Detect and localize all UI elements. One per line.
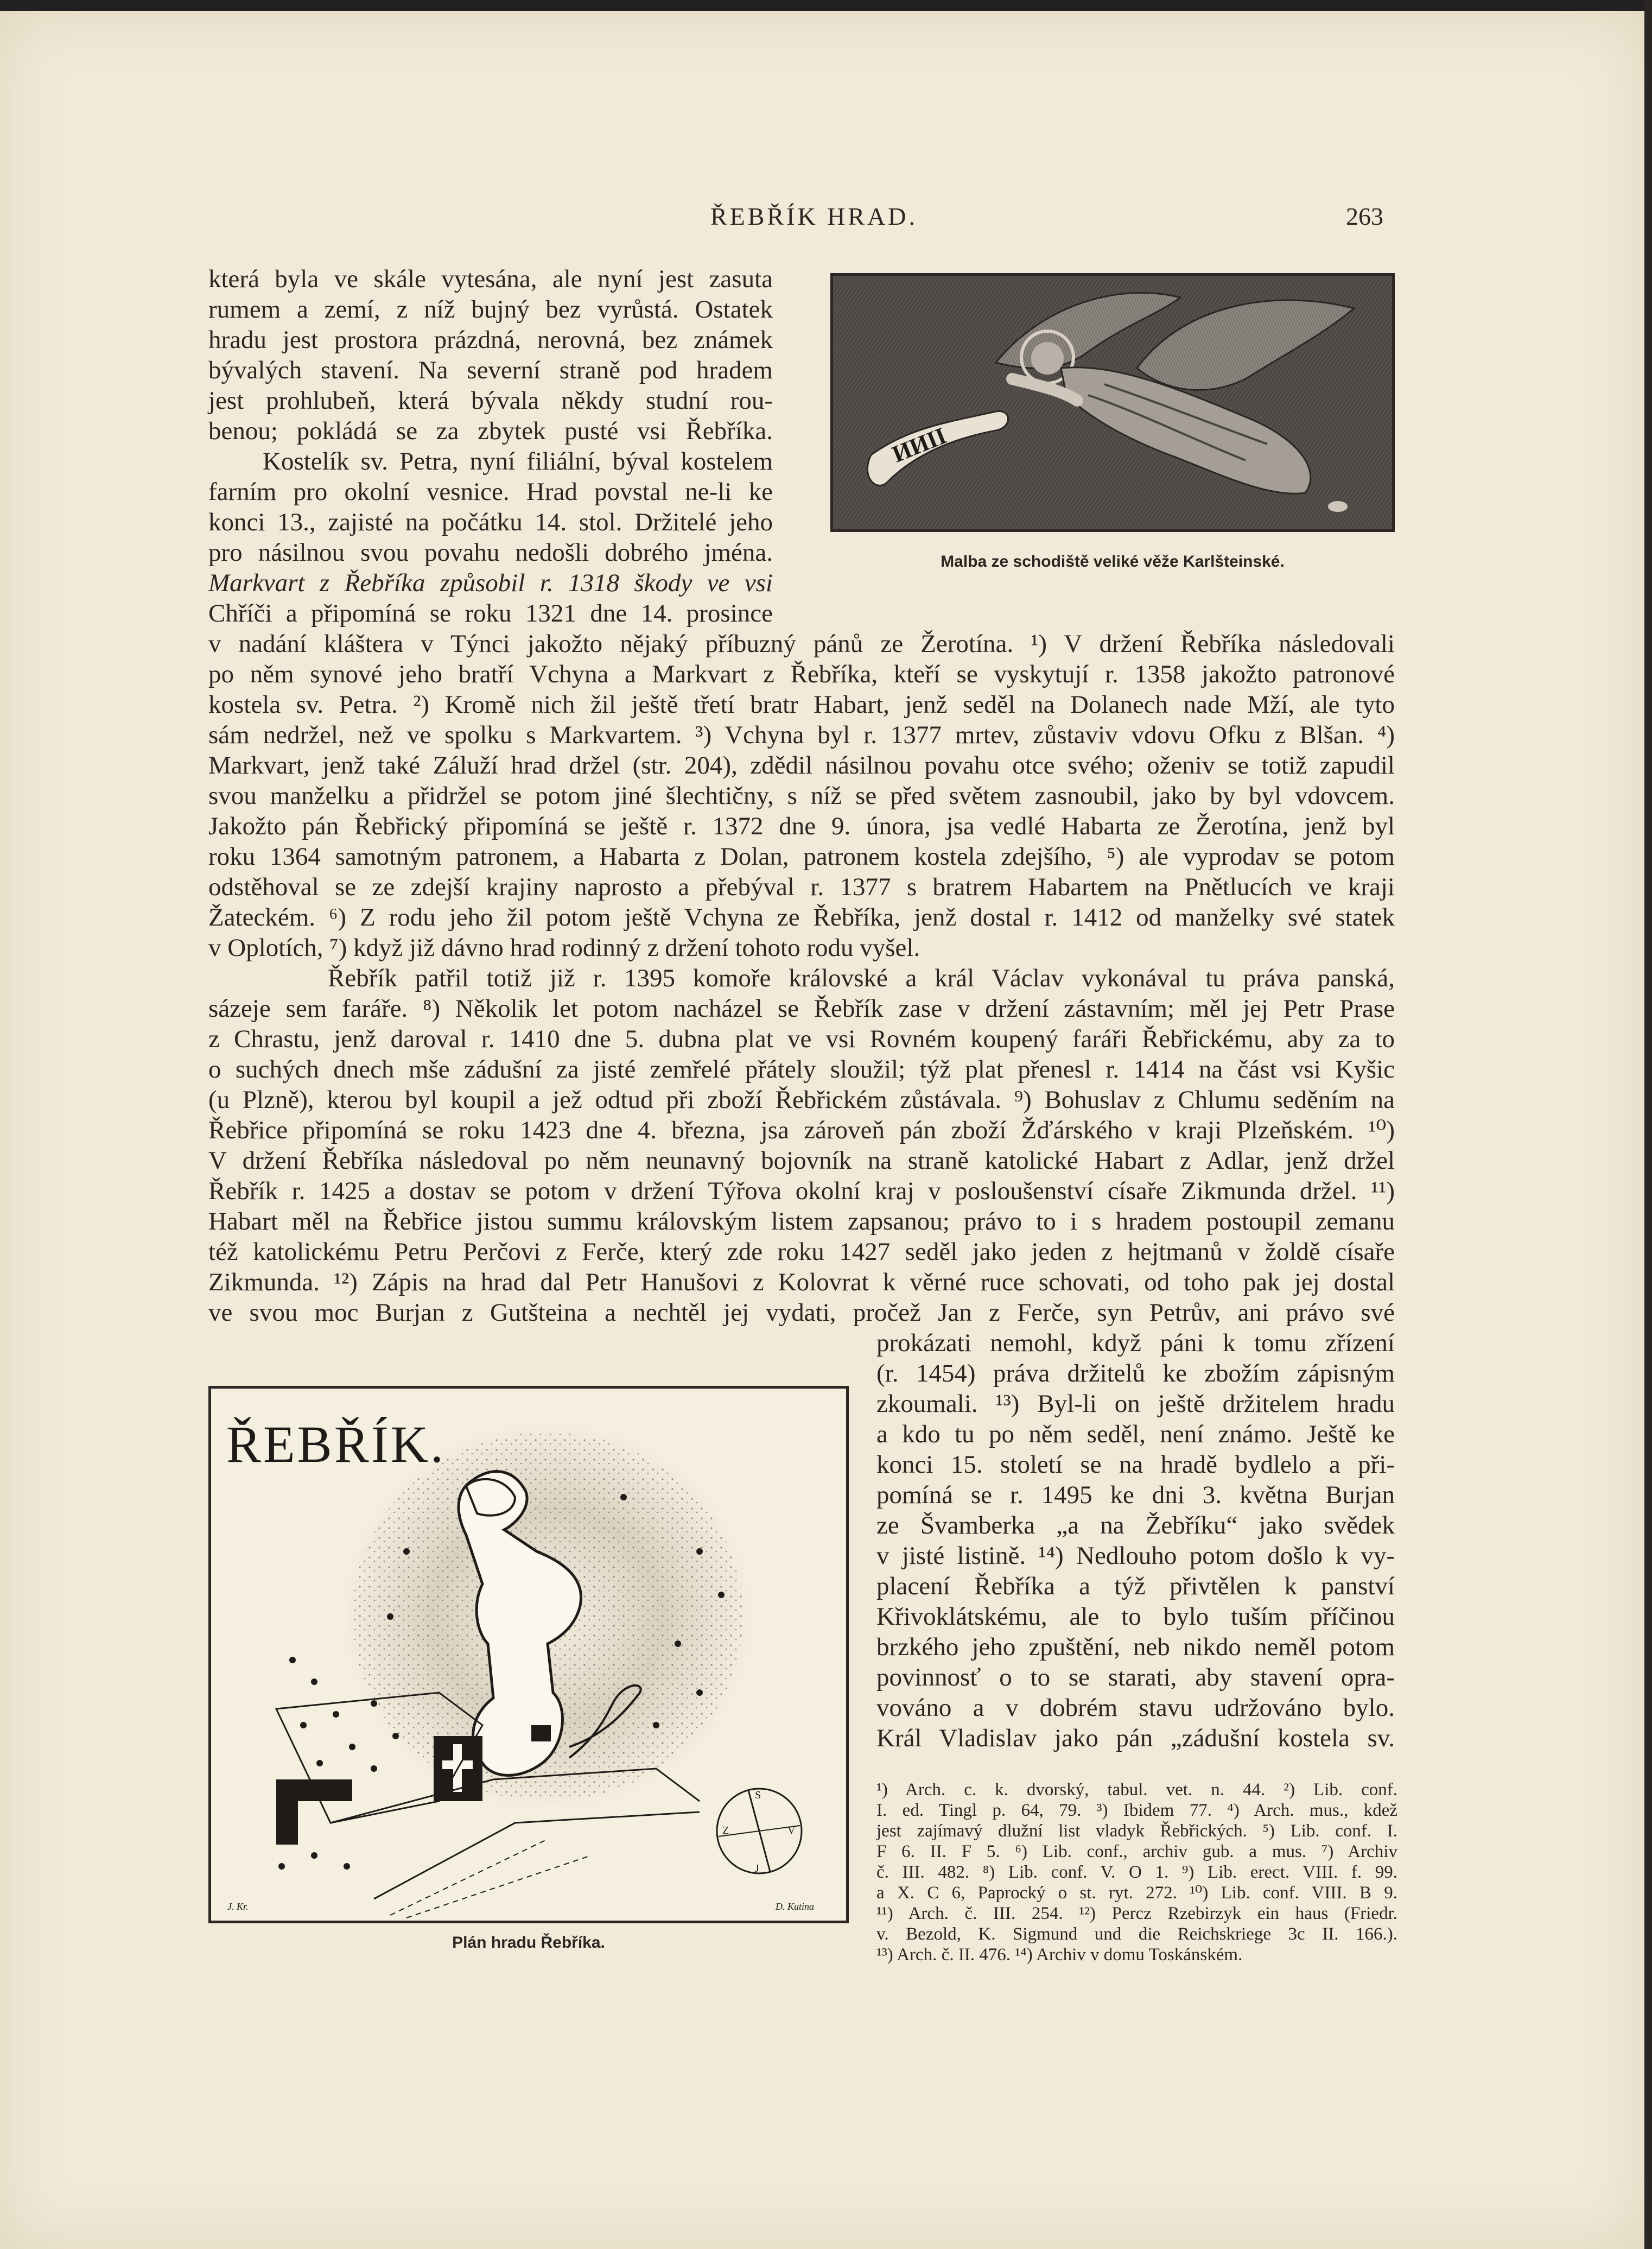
body-line: pomíná se r. 1495 ke dni 3. května Burjan [876, 1481, 1395, 1509]
scroll-inscription: ИИII [888, 422, 950, 468]
compass-letter-north: S [755, 1789, 761, 1801]
body-line: konci 13., zajisté na počátku 14. stol. Držitelé jeho [208, 508, 773, 536]
castle-plan-illustration [208, 1386, 849, 1923]
body-line: konci 15. století se na hradě bydlelo a při- [876, 1450, 1395, 1479]
body-line: pro násilnou svou povahu nedošli dobrého jména. [208, 539, 773, 567]
body-line: bývalých stavení. Na severní straně pod hradem [208, 356, 773, 384]
body-line: farním pro okolní vesnice. Hrad povstal ne-li ke [208, 478, 773, 506]
castle-plan-drawing [211, 1389, 846, 1921]
footnote-line: v. Bezold, K. Sigmund und die Reichskriege 3c II. 166.). [876, 1924, 1397, 1944]
body-line: po něm synové jeho bratří Vchyna a Markvart z Řebříka, kteří se vyskytují r. 1358 jakožto patronové [208, 660, 1395, 688]
body-line: V držení Řebříka následoval po něm neunavný bojovník na straně katolické Habart z Adlar, jenž držel [208, 1146, 1395, 1175]
body-line: zkoumali. ¹³) Byl-li on ještě držitelem hradu [876, 1390, 1395, 1418]
body-line: v nadání kláštera v Týnci jakožto nějaký příbuzný pánů ze Žerotína. ¹) V držení Řebříka následovali [208, 630, 1395, 658]
footnote-line: ¹¹) Arch. č. III. 254. ¹²) Percz Rzebirzyk ein haus (Friedr. [876, 1904, 1397, 1923]
body-line: brzkého jeho zpuštění, neb nikdo neměl potom [876, 1633, 1395, 1661]
running-head: ŘEBŘÍK HRAD. [710, 202, 918, 230]
body-line: Křivoklátskému, ale to bylo tuším příčinou [876, 1602, 1395, 1631]
body-line: v jisté listině. ¹⁴) Nedlouho potom došlo k vy- [876, 1542, 1395, 1570]
plan-title-lettering: ŘEBŘÍK. [226, 1415, 446, 1473]
footnote-line: I. ed. Tingl p. 64, 79. ³) Ibidem 77. ⁴) Arch. mus., kdež [876, 1801, 1397, 1820]
body-line: jest prohlubeň, která bývala někdy studní rou- [208, 387, 773, 415]
plan-figure-caption: Plán hradu Řebříka. [452, 1934, 605, 1952]
body-line: (u Plzně), kterou byl koupil a jež odtud při zboží Řebřickém zůstávala. ⁹) Bohuslav z Chlumu seděním na [208, 1086, 1395, 1114]
body-line: ze Švamberka „a na Žebříku“ jako svědek [876, 1511, 1395, 1540]
footnote-line: č. III. 482. ⁸) Lib. conf. V. O 1. ⁹) Lib. erect. VIII. f. 99. [876, 1862, 1397, 1882]
compass-letter-west: Z [722, 1824, 729, 1836]
scan-right-edge [1644, 0, 1652, 2249]
footnote-line: F 6. II. F 5. ⁶) Lib. conf., archiv gub. a mus. ⁷) Archiv [876, 1842, 1397, 1861]
body-line: Řebřík patřil totiž již r. 1395 komoře královské a král Václav vykonával tu práva panská, [328, 964, 1395, 992]
body-line: Zikmunda. ¹²) Zápis na hrad dal Petr Hanušovi z Kolovrat k věrné ruce schovati, od toho pak jej dostal [208, 1268, 1395, 1296]
body-line: sám nedržel, než ve spolku s Markvartem. ³) Vchyna byl r. 1377 mrtev, zůstaviv vdovu Ofku z Blšan. ⁴) [208, 721, 1395, 749]
angel-illustration [830, 273, 1395, 532]
body-line: v Oplotích, ⁷) když již dávno hrad rodinný z držení tohoto rodu vyšel. [208, 934, 920, 962]
body-line: Řebřice připomíná se roku 1423 dne 4. března, jsa zároveň pán zboží Žďárského v kraji Plzeňském. ¹⁰) [208, 1116, 1395, 1144]
body-line: Chříči a připomíná se roku 1321 dne 14. prosince [208, 599, 773, 628]
footnote-line: ¹³) Arch. č. II. 476. ¹⁴) Archiv v domu Toskánském. [876, 1945, 1243, 1965]
body-line: sázeje sem faráře. ⁸) Několik let potom nacházel se Řebřík zase v držení zástavním; měl jej Petr Prase [208, 994, 1395, 1023]
body-line: povinnosť o to se starati, aby stavení opra- [876, 1663, 1395, 1691]
body-line: (r. 1454) práva držitelů ke zbožím zápisným [876, 1359, 1395, 1388]
scan-top-band [0, 0, 1652, 11]
body-line: svou manželku a přidržel se potom jiné šlechtičny, s níž se před světem zasnoubil, jako by byl vdovcem. [208, 782, 1395, 810]
body-line: placení Řebříka a týž přivtělen k panství [876, 1572, 1395, 1600]
footnote-line: jest zajímavý dlužní list vladyk Řebřických. ⁵) Lib. conf. I. [876, 1821, 1397, 1841]
body-line: Řebřík r. 1425 a dostav se potom v držení Týřova okolní kraj v posloušenství císaře Zikmunda držel. ¹¹) [208, 1177, 1395, 1205]
body-line: o suchých dnech mše zádušní za jisté zemřelé přátely sloužil; týž plat přenesl r. 1414 na část vsi Kyšic [208, 1055, 1395, 1084]
body-line: která byla ve skále vytesána, ale nyní jest zasuta [208, 265, 773, 293]
footnote-line: ¹) Arch. c. k. dvorský, tabul. vet. n. 44. ²) Lib. conf. [876, 1780, 1397, 1800]
compass-letter-east: V [787, 1824, 796, 1836]
body-line: z Chrastu, jenž daroval r. 1410 dne 5. dubna plat ve vsi Rovném koupený faráři Řebřickému, aby za to [208, 1025, 1395, 1053]
body-line: Kostelík sv. Petra, nyní filiální, býval kostelem [263, 447, 773, 476]
body-line: též katolickému Petru Perčovi z Ferče, který zde roku 1427 seděl jako jeden z hejtmanů v žoldě císaře [208, 1238, 1395, 1266]
compass-letter-south: J [755, 1862, 759, 1874]
body-line: hradu jest prostora prázdná, nerovná, bez známek [208, 326, 773, 354]
body-line: Markvart z Řebříka způsobil r. 1318 škody ve vsi [208, 569, 773, 597]
body-line: Jakožto pán Řebřický připomíná se ještě r. 1372 dne 9. února, jsa vedlé Habarta ze Žerotína, jenž byl [208, 812, 1395, 840]
body-line: rumem a zemí, z níž bujný bez vyrůstá. Ostatek [208, 295, 773, 324]
plan-signature-right: D. Kutina [776, 1901, 815, 1912]
body-line: Markvart, jenž také Záluží hrad držel (str. 204), zdědil násilnou povahu otce svého; oženiv se totiž zapudil [208, 751, 1395, 780]
body-line: Žateckém. ⁶) Z rodu jeho žil potom ještě Vchyna ze Řebříka, jenž dostal r. 1412 od manželky své statek [208, 903, 1395, 932]
body-line: odstěhoval se ze zdejší krajiny naprosto a přebýval r. 1377 s bratrem Habartem na Pnětlucích ve kraji [208, 873, 1395, 901]
body-line: Král Vladislav jako pán „zádušní kostela sv. [876, 1724, 1395, 1752]
angel-figure-caption: Malba ze schodiště veliké věže Karlšteinské. [941, 553, 1285, 571]
body-line: a kdo tu po něm seděl, není známo. Ještě ke [876, 1420, 1395, 1448]
page-number: 263 [1346, 202, 1383, 230]
body-line: vováno a v dobrém stavu udržováno bylo. [876, 1694, 1395, 1722]
body-line: benou; pokládá se za zbytek pusté vsi Řebříka. [208, 417, 773, 445]
plan-signature-left: J. Kr. [227, 1901, 249, 1912]
body-line: kostela sv. Petra. ²) Kromě nich žil ještě třetí bratr Habart, jenž seděl na Dolanech nade Mží, ale tyto [208, 690, 1395, 719]
angel-drawing [833, 276, 1392, 529]
footnote-line: a X. C 6, Paprocký o st. ryt. 272. ¹⁰) Lib. conf. VIII. B 9. [876, 1883, 1397, 1903]
body-line: ve svou moc Burjan z Gutšteina a nechtěl jej vydati, pročež Jan z Ferče, syn Petrův, ani právo své [208, 1298, 1395, 1327]
body-line: roku 1364 samotným patronem, a Habarta z Dolan, patronem kostela zdejšího, ⁵) ale vyprodav se potom [208, 842, 1395, 871]
body-line: prokázati nemohl, když páni k tomu zřízení [876, 1329, 1395, 1357]
body-line: Habart měl na Řebřice jistou summu královským listem zapsanou; právo to i s hradem postoupil zemanu [208, 1207, 1395, 1236]
